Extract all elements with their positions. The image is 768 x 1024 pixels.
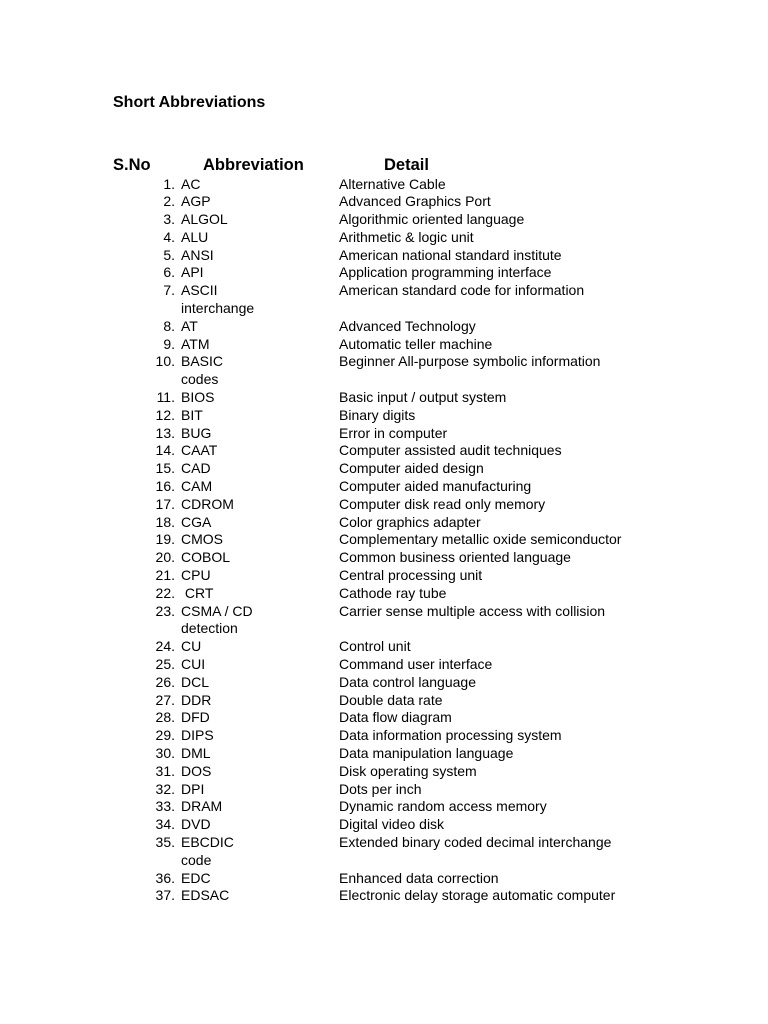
item-detail: Control unit — [339, 638, 411, 655]
item-number: 16. — [155, 478, 175, 495]
list-item-line — [0, 674, 768, 692]
list-item-line — [0, 745, 768, 763]
item-detail-continuation: codes — [181, 371, 219, 388]
list-item-line — [0, 389, 768, 407]
list-item-line — [0, 425, 768, 443]
list-item-line — [0, 638, 768, 656]
list-item-line — [0, 567, 768, 585]
item-abbreviation: BIOS — [181, 389, 215, 406]
item-detail: Central processing unit — [339, 567, 483, 584]
list-item — [0, 264, 768, 282]
item-abbreviation: ATM — [181, 335, 210, 352]
item-detail: Double data rate — [339, 691, 443, 708]
list-item-continuation — [0, 620, 768, 638]
item-abbreviation: DPI — [181, 780, 205, 797]
list-item — [0, 247, 768, 265]
list-item-line — [0, 442, 768, 460]
item-detail: Extended binary coded decimal interchange — [339, 833, 612, 850]
list-item-line — [0, 870, 768, 888]
list-item — [0, 887, 768, 905]
item-number: 22. — [155, 584, 175, 601]
list-item-line — [0, 176, 768, 194]
list-item-line — [0, 336, 768, 354]
item-abbreviation: CUI — [181, 656, 206, 673]
item-number: 18. — [155, 513, 175, 530]
list-item — [0, 496, 768, 514]
item-detail: Dots per inch — [339, 780, 422, 797]
item-number: 2. — [163, 193, 175, 210]
list-item — [0, 229, 768, 247]
item-abbreviation: CSMA / CD — [181, 602, 253, 619]
list-item — [0, 656, 768, 674]
item-detail: Digital video disk — [339, 816, 445, 833]
item-number: 31. — [155, 762, 175, 779]
list-item — [0, 336, 768, 354]
item-number: 20. — [155, 549, 175, 566]
item-abbreviation: ANSI — [181, 246, 214, 263]
list-item — [0, 638, 768, 656]
list-item-line — [0, 531, 768, 549]
item-detail: Computer aided manufacturing — [339, 478, 532, 495]
item-number: 10. — [155, 353, 175, 370]
list-item-line — [0, 407, 768, 425]
item-number: 5. — [163, 246, 175, 263]
item-detail: Alternative Cable — [339, 175, 446, 192]
item-abbreviation: DDR — [181, 691, 212, 708]
list-item — [0, 478, 768, 496]
list-item — [0, 282, 768, 318]
item-detail: Computer aided design — [339, 460, 484, 477]
item-number: 21. — [155, 567, 175, 584]
list-item — [0, 531, 768, 549]
list-item-line — [0, 763, 768, 781]
list-item — [0, 763, 768, 781]
list-item-continuation — [0, 852, 768, 870]
item-number: 28. — [155, 709, 175, 726]
list-item — [0, 834, 768, 870]
item-number: 36. — [155, 869, 175, 886]
list-item-line — [0, 478, 768, 496]
item-number: 11. — [156, 389, 175, 406]
item-number: 24. — [155, 638, 175, 655]
item-number: 14. — [155, 442, 175, 459]
list-item — [0, 442, 768, 460]
item-detail: Advanced Graphics Port — [339, 193, 491, 210]
item-detail: Error in computer — [339, 424, 448, 441]
item-detail: Algorithmic oriented language — [339, 211, 525, 228]
list-item — [0, 193, 768, 211]
item-number: 19. — [155, 531, 175, 548]
item-abbreviation: ALGOL — [181, 211, 228, 228]
list-item-line — [0, 318, 768, 336]
abbreviation-list — [0, 176, 768, 906]
list-item — [0, 407, 768, 425]
list-item — [0, 870, 768, 888]
list-item — [0, 460, 768, 478]
column-header-sno: S.No — [113, 156, 151, 174]
list-item-line — [0, 247, 768, 265]
item-abbreviation: COBOL — [181, 549, 231, 566]
item-detail: Complementary metallic oxide semiconductor — [339, 531, 622, 548]
list-item — [0, 692, 768, 710]
list-item-line — [0, 709, 768, 727]
list-item — [0, 549, 768, 567]
item-number: 9. — [163, 335, 175, 352]
item-number: 8. — [163, 317, 175, 334]
item-detail: Arithmetic & logic unit — [339, 228, 474, 245]
item-abbreviation: CRT — [181, 584, 214, 601]
list-item-line — [0, 603, 768, 621]
item-number: 37. — [155, 887, 175, 904]
list-item-line — [0, 353, 768, 371]
item-abbreviation: CAD — [181, 460, 211, 477]
item-detail: Data manipulation language — [339, 745, 514, 761]
document-title: Short Abbreviations — [113, 94, 266, 111]
list-item-line — [0, 460, 768, 478]
item-abbreviation: API — [181, 264, 204, 281]
item-detail: Electronic delay storage automatic computer — [339, 887, 616, 904]
item-detail-continuation: code — [181, 851, 212, 868]
item-number: 32. — [155, 780, 175, 797]
item-number: 35. — [155, 833, 175, 850]
list-item-continuation — [0, 371, 768, 389]
item-detail: Computer assisted audit techniques — [339, 442, 562, 459]
item-detail: Command user interface — [339, 656, 493, 673]
item-detail: Computer disk read only memory — [339, 495, 546, 512]
item-abbreviation: DCL — [181, 673, 210, 690]
list-item-line — [0, 834, 768, 852]
item-detail-continuation: interchange — [181, 300, 255, 317]
item-detail-continuation: detection — [181, 620, 238, 637]
list-item — [0, 727, 768, 745]
item-number: 23. — [155, 602, 175, 619]
list-item-line — [0, 887, 768, 905]
list-item-line — [0, 781, 768, 799]
item-number: 33. — [155, 798, 175, 815]
item-number: 6. — [163, 264, 175, 281]
list-item — [0, 674, 768, 692]
item-number: 7. — [163, 282, 175, 299]
item-number: 34. — [155, 816, 175, 833]
list-item-line — [0, 193, 768, 211]
item-abbreviation: AC — [181, 175, 201, 192]
item-detail: Basic input / output system — [339, 389, 507, 406]
item-detail: American national standard institute — [339, 246, 562, 263]
list-item-line — [0, 264, 768, 282]
list-item-line — [0, 282, 768, 300]
item-detail: Beginner All-purpose symbolic information — [339, 353, 601, 370]
item-abbreviation: EDC — [181, 869, 211, 886]
item-detail: Common business oriented language — [339, 549, 571, 566]
list-item — [0, 585, 768, 603]
item-abbreviation: BUG — [181, 424, 212, 441]
list-item-line — [0, 496, 768, 514]
column-header-detail: Detail — [384, 156, 429, 174]
item-detail: Binary digits — [339, 406, 416, 423]
list-item — [0, 567, 768, 585]
item-detail: Enhanced data correction — [339, 869, 499, 886]
item-abbreviation: AT — [181, 317, 198, 334]
item-abbreviation: DRAM — [181, 798, 223, 815]
list-item — [0, 816, 768, 834]
list-item — [0, 709, 768, 727]
item-detail: Data flow diagram — [339, 709, 452, 726]
list-item-continuation — [0, 300, 768, 318]
item-number: 1. — [163, 175, 175, 192]
list-item — [0, 514, 768, 532]
item-detail: Dynamic random access memory — [339, 798, 547, 815]
list-item — [0, 211, 768, 229]
item-detail: Application programming interface — [339, 264, 552, 281]
item-abbreviation: EBCDIC — [181, 833, 234, 850]
list-item — [0, 603, 768, 639]
list-item — [0, 798, 768, 816]
item-detail: American standard code for information — [339, 282, 585, 299]
item-detail: Cathode ray tube — [339, 584, 447, 601]
item-abbreviation: CPU — [181, 567, 211, 584]
list-item-line — [0, 816, 768, 834]
item-number: 12. — [155, 406, 175, 423]
item-abbreviation: EDSAC — [181, 887, 230, 904]
item-abbreviation: CGA — [181, 513, 212, 530]
item-detail: Automatic teller machine — [339, 335, 493, 352]
item-detail: Data information processing system — [339, 727, 562, 744]
item-abbreviation: CDROM — [181, 495, 234, 512]
item-detail: Disk operating system — [339, 762, 477, 779]
item-abbreviation: CAAT — [181, 442, 218, 459]
item-number: 26. — [155, 673, 175, 690]
item-abbreviation: DML — [181, 745, 211, 761]
item-detail: Advanced Technology — [339, 317, 476, 334]
list-item — [0, 176, 768, 194]
list-item — [0, 389, 768, 407]
item-abbreviation: CU — [181, 638, 202, 655]
list-item-line — [0, 585, 768, 603]
item-abbreviation: ASCII — [181, 282, 218, 299]
item-abbreviation: BASIC — [181, 353, 224, 370]
item-abbreviation: DOS — [181, 762, 212, 779]
item-number: 15. — [155, 460, 175, 477]
list-item-line — [0, 798, 768, 816]
item-abbreviation: DIPS — [181, 727, 214, 744]
list-item — [0, 781, 768, 799]
item-abbreviation: AGP — [181, 193, 211, 210]
item-number: 13. — [155, 424, 175, 441]
item-abbreviation: ALU — [181, 228, 209, 245]
list-item-line — [0, 692, 768, 710]
item-number: 30. — [155, 745, 175, 761]
item-abbreviation: BIT — [181, 406, 203, 423]
item-number: 17. — [155, 495, 175, 512]
item-detail: Color graphics adapter — [339, 513, 481, 530]
item-detail: Data control language — [339, 673, 476, 690]
list-item-line — [0, 656, 768, 674]
list-item — [0, 425, 768, 443]
list-item — [0, 318, 768, 336]
list-item — [0, 353, 768, 389]
item-number: 4. — [163, 228, 175, 245]
list-item — [0, 745, 768, 763]
item-detail: Carrier sense multiple access with collision — [339, 602, 606, 619]
item-abbreviation: DVD — [181, 816, 211, 833]
item-number: 29. — [155, 727, 175, 744]
list-item-line — [0, 229, 768, 247]
list-item-line — [0, 514, 768, 532]
item-abbreviation: CMOS — [181, 531, 223, 548]
item-abbreviation: CAM — [181, 478, 213, 495]
item-abbreviation: DFD — [181, 709, 210, 726]
list-item-line — [0, 727, 768, 745]
list-item-line — [0, 211, 768, 229]
item-number: 3. — [163, 211, 175, 228]
item-number: 25. — [155, 656, 175, 673]
column-header-abbreviation: Abbreviation — [203, 156, 304, 174]
list-item-line — [0, 549, 768, 567]
item-number: 27. — [155, 691, 175, 708]
